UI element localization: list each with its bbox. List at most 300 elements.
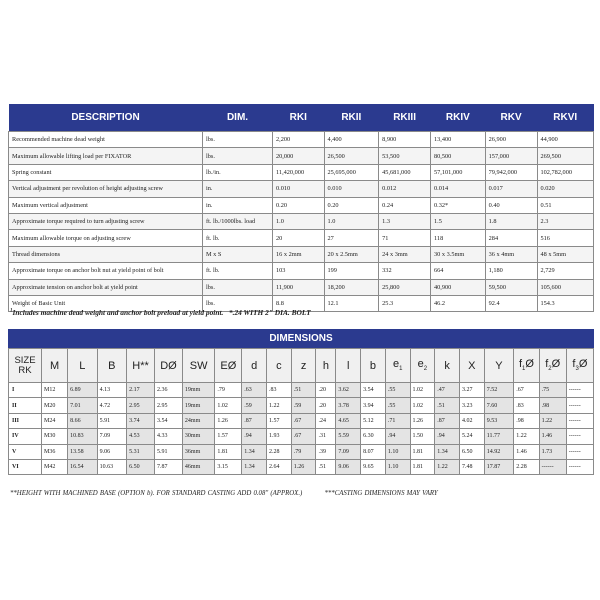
spec-value-cell: 2,200 [273, 132, 325, 148]
dimensions-value-cell: 3.54 [361, 383, 386, 398]
dimensions-value-cell: 1.02 [215, 398, 242, 413]
dimensions-value-cell: ------ [566, 398, 593, 413]
spec-header-rkiv: RKIV [431, 104, 486, 132]
spec-header-row [9, 104, 594, 132]
dimensions-header-subscript: 1 [522, 366, 526, 373]
dimensions-value-cell: .94 [242, 429, 267, 444]
spec-value-cell: 2.3 [537, 213, 594, 229]
footnote-height: **HEIGHT WITH MACHINED BASE (OPTION b). FOR STANDARD CASTING ADD 0.08" (APPROX.) [10, 490, 303, 497]
dimensions-value-cell: .31 [316, 429, 336, 444]
dimensions-value-cell: 6.50 [127, 459, 155, 474]
dimensions-size-cell: III [9, 413, 42, 428]
dimensions-value-cell: 7.52 [484, 383, 514, 398]
dimensions-value-cell: 3.15 [215, 459, 242, 474]
spec-dim-cell: M x S [203, 246, 273, 262]
dimensions-value-cell: .51 [435, 398, 460, 413]
dimensions-value-cell: .24 [316, 413, 336, 428]
spec-value-cell: 284 [485, 230, 537, 246]
spec-dim-cell: ft. lb. [203, 230, 273, 246]
dimensions-value-cell: 10.83 [68, 429, 98, 444]
dimensions-header-suffix: Ø [578, 358, 588, 371]
dimensions-title: DIMENSIONS [8, 329, 594, 348]
dimensions-value-cell: 2.95 [155, 398, 183, 413]
spec-dim-cell: lbs. [203, 148, 273, 164]
dimensions-header-label: DØ [160, 359, 177, 372]
dimensions-value-cell: 2.95 [127, 398, 155, 413]
dimensions-header-label: H** [132, 359, 149, 372]
spec-value-cell: 79,942,000 [485, 164, 537, 180]
dimensions-value-cell: 2.17 [127, 383, 155, 398]
dimensions-value-cell: 5.12 [361, 413, 386, 428]
dimensions-value-cell: 6.50 [459, 444, 484, 459]
note-text: Includes machine dead weight and anchor bolt preload at yield point. [12, 308, 224, 317]
spec-header-rkii: RKII [324, 104, 379, 132]
dimensions-header-label: B [108, 359, 116, 372]
dimensions-value-cell: 9.06 [97, 444, 127, 459]
dimensions-value-cell: 7.60 [484, 398, 514, 413]
dimensions-header-suffix: Ø [525, 358, 534, 371]
dimensions-value-cell: 1.10 [385, 444, 410, 459]
spec-value-cell: 80,500 [431, 148, 486, 164]
dimensions-value-cell: M36 [42, 444, 68, 459]
dimensions-value-cell: 1.81 [410, 459, 435, 474]
spec-value-cell: 0.32* [431, 197, 486, 213]
spec-value-cell: 26,500 [324, 148, 379, 164]
spec-value-cell: 53,500 [379, 148, 431, 164]
dimensions-header-label: l [347, 359, 350, 372]
spec-description-cell: Spring constant [9, 164, 203, 180]
dimensions-value-cell: 3.54 [155, 413, 183, 428]
size-label: SIZE [14, 354, 36, 366]
dimensions-value-cell: 7.87 [155, 459, 183, 474]
dimensions-value-cell: 1.50 [410, 429, 435, 444]
dimensions-value-cell: 30mm [182, 429, 214, 444]
dimensions-header-label: h [322, 359, 329, 372]
dimensions-value-cell: 9.65 [361, 459, 386, 474]
spec-value-cell: 0.24 [379, 197, 431, 213]
dimensions-value-cell: M12 [42, 383, 68, 398]
dimensions-size-cell: II [9, 398, 42, 413]
dimensions-table [8, 348, 594, 475]
spec-value-cell: 0.40 [485, 197, 537, 213]
spec-value-cell: 13,400 [431, 132, 486, 148]
dimensions-header-label: f [518, 358, 523, 371]
dimensions-value-cell: 7.09 [336, 444, 361, 459]
dimensions-value-cell: 5.24 [459, 429, 484, 444]
dimensions-value-cell: .67 [514, 383, 539, 398]
spec-value-cell: 1.5 [431, 213, 486, 229]
dimensions-value-cell: M42 [42, 459, 68, 474]
dimensions-value-cell: .87 [242, 413, 267, 428]
dimensions-value-cell: .79 [215, 383, 242, 398]
footnote-casting: ***CASTING DIMENSIONS MAY VARY [324, 490, 438, 497]
spec-row [9, 230, 594, 246]
dimensions-value-cell: 3.94 [361, 398, 386, 413]
dimensions-value-cell: 3.74 [127, 413, 155, 428]
dimensions-size-cell: V [9, 444, 42, 459]
dimensions-value-cell: .47 [435, 383, 460, 398]
spec-value-cell: 4,400 [324, 132, 379, 148]
dimensions-value-cell: 1.02 [410, 383, 435, 398]
dimensions-header-size [9, 349, 42, 383]
dimensions-header-subscript: 2 [548, 366, 552, 373]
spec-value-cell: 105,600 [537, 279, 594, 295]
dimensions-value-cell: M30 [42, 429, 68, 444]
dimensions-header-cell [155, 349, 183, 383]
note-text-bolt: *.24 WITH 2" DIA. BOLT [228, 308, 311, 317]
spec-dim-cell: in. [203, 197, 273, 213]
spec-value-cell: 24 x 3mm [379, 246, 431, 262]
dimensions-size-cell: VI [9, 459, 42, 474]
dimensions-value-cell: 5.59 [336, 429, 361, 444]
dimensions-value-cell: 5.31 [127, 444, 155, 459]
dimensions-value-cell: ------ [566, 413, 593, 428]
spec-header-dim: DIM. [203, 104, 273, 132]
spec-value-cell: 2,729 [537, 263, 594, 279]
dimensions-header-cell [385, 349, 410, 383]
dimensions-value-cell: .87 [435, 413, 460, 428]
dimensions-header-row [9, 349, 594, 383]
dimensions-value-cell: .67 [291, 429, 316, 444]
spec-value-cell: 1.3 [379, 213, 431, 229]
dimensions-value-cell: 1.10 [385, 459, 410, 474]
dimensions-header-label: f [572, 358, 576, 371]
spec-value-cell: 0.020 [537, 181, 594, 197]
dimensions-value-cell: 1.81 [410, 444, 435, 459]
dimensions-header-cell [97, 349, 127, 383]
dimensions-header-cell [291, 349, 316, 383]
spec-value-cell: 57,101,000 [431, 164, 486, 180]
dimensions-header-cell [410, 349, 435, 383]
spec-row [9, 132, 594, 148]
dimensions-row [9, 429, 594, 444]
dimensions-header-cell [361, 349, 386, 383]
dimensions-value-cell: .83 [267, 383, 292, 398]
dimensions-value-cell: .51 [316, 459, 336, 474]
dimensions-value-cell: 5.91 [155, 444, 183, 459]
dimensions-value-cell: 3.23 [459, 398, 484, 413]
dimensions-size-cell: I [9, 383, 42, 398]
dimensions-value-cell: ------ [566, 429, 593, 444]
spec-dim-cell: lbs. [203, 132, 273, 148]
dimensions-header-label: X [468, 359, 476, 372]
dimensions-header-label: f [545, 358, 549, 371]
dimensions-value-cell: 1.26 [215, 413, 242, 428]
spec-value-cell: 157,000 [485, 148, 537, 164]
dimensions-header-subscript: 3 [575, 366, 579, 373]
spec-value-cell: 199 [324, 263, 379, 279]
dimensions-value-cell: .94 [435, 429, 460, 444]
spec-dim-cell: lbs. [203, 279, 273, 295]
spec-header-description: DESCRIPTION [9, 104, 203, 132]
dimensions-header-label: z [300, 359, 307, 372]
dimensions-value-cell: 1.81 [215, 444, 242, 459]
spec-dim-cell: lbs. [203, 295, 273, 311]
dimensions-header-cell [514, 349, 539, 383]
dimensions-value-cell: 2.36 [155, 383, 183, 398]
spec-value-cell: 92.4 [485, 295, 537, 311]
spec-value-cell: 103 [273, 263, 325, 279]
spec-value-cell: 11,420,000 [273, 164, 325, 180]
dimensions-value-cell: 36mm [182, 444, 214, 459]
spec-value-cell: 102,782,000 [537, 164, 594, 180]
dimensions-value-cell: 7.01 [68, 398, 98, 413]
specification-table [8, 104, 594, 312]
spec-value-cell: 16 x 2mm [273, 246, 325, 262]
spec-value-cell: 18,200 [324, 279, 379, 295]
dimensions-value-cell: 6.30 [361, 429, 386, 444]
dimensions-value-cell: 4.65 [336, 413, 361, 428]
dimensions-header-cell [242, 349, 267, 383]
dimensions-row [9, 383, 594, 398]
dimensions-row [9, 459, 594, 474]
spec-value-cell: 332 [379, 263, 431, 279]
spec-description-cell: Vertical adjustment per revolution of height adjusting screw [9, 181, 203, 197]
dimensions-header-cell [182, 349, 214, 383]
dimensions-value-cell: ------ [566, 459, 593, 474]
dimensions-value-cell: .51 [291, 383, 316, 398]
dimensions-header-cell [68, 349, 98, 383]
dimensions-value-cell: 6.89 [68, 383, 98, 398]
spec-dim-cell: ft. lb./1000lbs. load [203, 213, 273, 229]
dimensions-header-label: EØ [220, 359, 237, 372]
dimensions-value-cell: 46mm [182, 459, 214, 474]
spec-value-cell: 1,180 [485, 263, 537, 279]
dimensions-header-label: L [79, 359, 86, 372]
dimensions-value-cell: 4.72 [97, 398, 127, 413]
dimensions-row [9, 398, 594, 413]
spec-value-cell: 269,500 [537, 148, 594, 164]
spec-value-cell: 71 [379, 230, 431, 246]
dimensions-header-cell [435, 349, 460, 383]
dimensions-value-cell: 7.09 [97, 429, 127, 444]
dimensions-value-cell: 1.26 [291, 459, 316, 474]
dimensions-header-label: SW [189, 359, 208, 372]
spec-row [9, 181, 594, 197]
dimensions-value-cell: .75 [539, 383, 566, 398]
dimensions-header-label: b [369, 359, 377, 372]
dimensions-value-cell: 1.57 [215, 429, 242, 444]
spec-value-cell: 20 x 2.5mm [324, 246, 379, 262]
spec-dim-cell: ft. lb. [203, 263, 273, 279]
spec-value-cell: 516 [537, 230, 594, 246]
dimensions-value-cell: 2.64 [267, 459, 292, 474]
dimensions-value-cell: 4.53 [127, 429, 155, 444]
dimensions-value-cell: 7.48 [459, 459, 484, 474]
dimensions-header-label: k [444, 359, 450, 372]
dimensions-value-cell: 3.78 [336, 398, 361, 413]
spec-row [9, 148, 594, 164]
note-superscript: 1 [10, 308, 13, 314]
spec-description-cell: Weight of Basic Unit [9, 295, 203, 311]
spec-row [9, 246, 594, 262]
spec-row [9, 197, 594, 213]
spec-row [9, 164, 594, 180]
dimensions-value-cell: .59 [242, 398, 267, 413]
dimensions-section [8, 329, 594, 475]
dimensions-value-cell: 8.66 [68, 413, 98, 428]
dimensions-value-cell: 19mm [182, 383, 214, 398]
spec-row [9, 213, 594, 229]
spec-value-cell: 48 x 5mm [537, 246, 594, 262]
spec-value-cell: 0.017 [485, 181, 537, 197]
dimensions-value-cell: 1.34 [242, 444, 267, 459]
dimensions-value-cell: 4.13 [97, 383, 127, 398]
dimensions-value-cell: 16.54 [68, 459, 98, 474]
spec-description-cell: Recommended machine dead weight [9, 132, 203, 148]
spec-value-cell: 25,800 [379, 279, 431, 295]
spec-value-cell: 25,695,000 [324, 164, 379, 180]
dimensions-value-cell: .98 [539, 398, 566, 413]
dimensions-value-cell: 1.22 [514, 429, 539, 444]
dimensions-value-cell: .94 [385, 429, 410, 444]
dimensions-value-cell: 4.33 [155, 429, 183, 444]
dimensions-value-cell: 5.91 [97, 413, 127, 428]
dimensions-value-cell: 24mm [182, 413, 214, 428]
dimensions-value-cell: 19mm [182, 398, 214, 413]
spec-value-cell: 154.3 [537, 295, 594, 311]
spec-value-cell: 59,500 [485, 279, 537, 295]
dimensions-size-cell: IV [9, 429, 42, 444]
spec-dim-cell: lb./in. [203, 164, 273, 180]
dimensions-value-cell: 2.28 [514, 459, 539, 474]
spec-dim-cell: in. [203, 181, 273, 197]
spec-value-cell: 118 [431, 230, 486, 246]
dimensions-value-cell: ------ [566, 383, 593, 398]
dimensions-header-cell [484, 349, 514, 383]
spec-description-cell: Maximum vertical adjustment [9, 197, 203, 213]
dimensions-value-cell: .20 [316, 383, 336, 398]
spec-value-cell: 46.2 [431, 295, 486, 311]
dimensions-body [9, 383, 594, 475]
dimensions-value-cell: 1.57 [267, 413, 292, 428]
dimensions-value-cell: 8.07 [361, 444, 386, 459]
dimensions-value-cell: .55 [385, 398, 410, 413]
dimensions-value-cell: M24 [42, 413, 68, 428]
dimensions-value-cell: .39 [316, 444, 336, 459]
spec-value-cell: 20,000 [273, 148, 325, 164]
dimensions-value-cell: .59 [291, 398, 316, 413]
dimensions-value-cell: .79 [291, 444, 316, 459]
spec-value-cell: 0.010 [273, 181, 325, 197]
dimensions-header-cell [336, 349, 361, 383]
dimensions-value-cell: 1.22 [539, 413, 566, 428]
dimensions-value-cell: 11.77 [484, 429, 514, 444]
dimensions-value-cell: 1.02 [410, 398, 435, 413]
dimensions-value-cell: 1.34 [435, 444, 460, 459]
dimensions-value-cell: 13.58 [68, 444, 98, 459]
spec-value-cell: 36 x 4mm [485, 246, 537, 262]
spec-value-cell: 30 x 3.5mm [431, 246, 486, 262]
dimensions-value-cell: .63 [242, 383, 267, 398]
dimensions-value-cell: M20 [42, 398, 68, 413]
dimensions-value-cell: 3.27 [459, 383, 484, 398]
dimensions-row [9, 413, 594, 428]
spec-note [10, 308, 311, 317]
spec-value-cell: 26,900 [485, 132, 537, 148]
dimensions-value-cell: 1.93 [267, 429, 292, 444]
dimensions-value-cell: 1.46 [514, 444, 539, 459]
rk-label: RK [18, 364, 32, 376]
spec-header-rkvi: RKVI [537, 104, 594, 132]
dimensions-value-cell: .67 [291, 413, 316, 428]
dimensions-value-cell: 17.87 [484, 459, 514, 474]
spec-value-cell: 8.8 [273, 295, 325, 311]
dimensions-value-cell: 1.22 [267, 398, 292, 413]
dimensions-value-cell: 1.26 [410, 413, 435, 428]
dimensions-value-cell: 10.63 [97, 459, 127, 474]
dimensions-row [9, 444, 594, 459]
spec-value-cell: 20 [273, 230, 325, 246]
spec-value-cell: 1.0 [324, 213, 379, 229]
spec-value-cell: 1.8 [485, 213, 537, 229]
spec-value-cell: 1.0 [273, 213, 325, 229]
spec-value-cell: 45,681,000 [379, 164, 431, 180]
dimensions-header-cell [215, 349, 242, 383]
dimensions-header-cell [267, 349, 292, 383]
spec-value-cell: 0.010 [324, 181, 379, 197]
spec-value-cell: 25.3 [379, 295, 431, 311]
spec-value-cell: 12.1 [324, 295, 379, 311]
dimensions-header-label: e [417, 358, 424, 371]
spec-value-cell: 44,900 [537, 132, 594, 148]
spec-description-cell: Maximum allowable torque on adjusting screw [9, 230, 203, 246]
dimensions-value-cell: 1.46 [539, 429, 566, 444]
dimensions-header-cell [539, 349, 566, 383]
spec-description-cell: Approximate tension on anchor bolt at yield point [9, 279, 203, 295]
spec-value-cell: 0.012 [379, 181, 431, 197]
dimensions-value-cell: 14.92 [484, 444, 514, 459]
dimensions-footnote [10, 490, 458, 497]
dimensions-value-cell: 2.28 [267, 444, 292, 459]
spec-value-cell: 8,900 [379, 132, 431, 148]
spec-value-cell: 27 [324, 230, 379, 246]
dimensions-value-cell: 1.73 [539, 444, 566, 459]
dimensions-header-cell [127, 349, 155, 383]
dimensions-value-cell: 1.22 [435, 459, 460, 474]
spec-description-cell: Approximate torque on anchor bolt nut at yield point of bolt [9, 263, 203, 279]
dimensions-header-cell [42, 349, 68, 383]
spec-value-cell: 664 [431, 263, 486, 279]
dimensions-value-cell: .71 [385, 413, 410, 428]
dimensions-value-cell: .98 [514, 413, 539, 428]
dimensions-value-cell: .83 [514, 398, 539, 413]
dimensions-header-cell [459, 349, 484, 383]
spec-value-cell: 0.014 [431, 181, 486, 197]
dimensions-header-label: M [49, 359, 60, 372]
dimensions-value-cell: 9.06 [336, 459, 361, 474]
dimensions-header-suffix: Ø [551, 358, 561, 371]
spec-row [9, 279, 594, 295]
dimensions-value-cell: 3.62 [336, 383, 361, 398]
spec-header-rkv: RKV [485, 104, 537, 132]
dimensions-header-cell [316, 349, 336, 383]
spec-description-cell: Thread dimensions [9, 246, 203, 262]
spec-value-cell: 11,900 [273, 279, 325, 295]
dimensions-value-cell: .55 [385, 383, 410, 398]
dimensions-header-label: Y [495, 359, 503, 372]
dimensions-value-cell: 4.02 [459, 413, 484, 428]
dimensions-header-subscript: 2 [423, 366, 428, 373]
spec-row [9, 263, 594, 279]
spec-value-cell: 0.20 [273, 197, 325, 213]
dimensions-header-cell [566, 349, 593, 383]
spec-value-cell: 0.51 [537, 197, 594, 213]
spec-header-rkiii: RKIII [379, 104, 431, 132]
spec-description-cell: Maximum allowable lifting load per FIXATOR [9, 148, 203, 164]
spec-value-cell: 0.20 [324, 197, 379, 213]
dimensions-header-label: e [392, 358, 400, 371]
